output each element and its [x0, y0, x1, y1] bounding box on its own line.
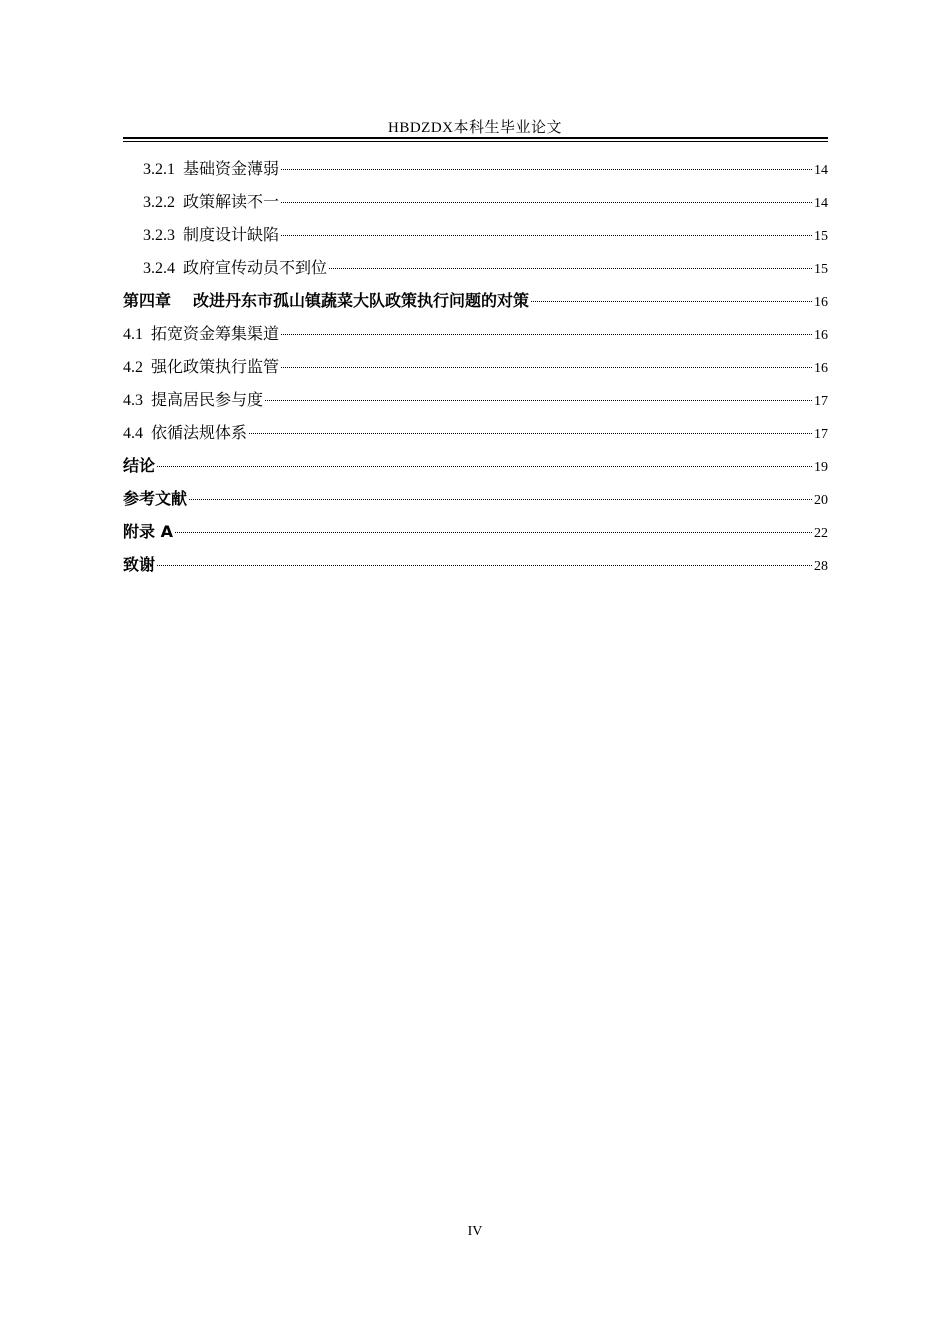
toc-entry-title: 结论 — [123, 456, 156, 475]
toc-entry-page: 19 — [814, 460, 828, 475]
toc-entry-title: 政府宣传动员不到位 — [183, 260, 328, 277]
toc-entry-page: 14 — [814, 196, 828, 211]
toc-entry-page: 16 — [814, 361, 828, 376]
toc-dot-leader — [265, 400, 812, 401]
toc-entry-references[interactable] — [123, 486, 828, 519]
toc-entry-title: 依循法规体系 — [151, 425, 248, 442]
toc-entry-title: 参考文献 — [123, 489, 188, 508]
toc-entry-page: 22 — [814, 526, 828, 541]
toc-dot-leader — [281, 202, 812, 203]
header-rule-thick — [123, 137, 828, 139]
toc-entry-number: 4.2 — [123, 359, 143, 376]
toc-dot-leader — [189, 499, 812, 500]
toc-entry[interactable] — [123, 420, 828, 453]
toc-entry[interactable] — [123, 321, 828, 354]
toc-dot-leader — [249, 433, 812, 434]
toc-entry-number: 4.1 — [123, 326, 143, 343]
toc-entry-title: 拓宽资金筹集渠道 — [151, 326, 280, 343]
toc-entry-chapter[interactable] — [123, 288, 828, 321]
toc-entry-number: 4.4 — [123, 425, 143, 442]
toc-entry-conclusion[interactable] — [123, 453, 828, 486]
toc-entry-acknowledgements[interactable] — [123, 552, 828, 585]
toc-dot-leader — [531, 301, 812, 302]
toc-dot-leader — [175, 532, 812, 533]
toc-dot-leader — [281, 367, 812, 368]
toc-entry-page: 15 — [814, 262, 828, 277]
toc-entry-page: 14 — [814, 163, 828, 178]
table-of-contents — [123, 156, 828, 585]
toc-entry-page: 15 — [814, 229, 828, 244]
toc-entry-page: 20 — [814, 493, 828, 508]
toc-entry[interactable] — [123, 354, 828, 387]
toc-entry[interactable] — [123, 387, 828, 420]
toc-entry-number: 3.2.3 — [143, 227, 175, 244]
toc-entry-page: 17 — [814, 394, 828, 409]
toc-entry-number: 3.2.2 — [143, 194, 175, 211]
toc-dot-leader — [329, 268, 812, 269]
toc-entry-title: 基础资金薄弱 — [183, 161, 280, 178]
toc-entry[interactable] — [123, 222, 828, 255]
toc-dot-leader — [281, 169, 812, 170]
toc-entry-page: 16 — [814, 295, 828, 310]
toc-entry-title: 改进丹东市孤山镇蔬菜大队政策执行问题的对策 — [193, 291, 530, 310]
toc-dot-leader — [281, 334, 812, 335]
toc-entry-number: 第四章 — [123, 291, 172, 310]
toc-entry-number: 3.2.4 — [143, 260, 175, 277]
toc-dot-leader — [157, 565, 812, 566]
header-rule-thin — [123, 141, 828, 142]
toc-entry-page: 17 — [814, 427, 828, 442]
toc-entry-title: 附录 A — [123, 522, 173, 541]
toc-dot-leader — [281, 235, 812, 236]
toc-entry-title: 提高居民参与度 — [151, 392, 264, 409]
toc-entry[interactable] — [123, 255, 828, 288]
toc-entry-title: 强化政策执行监管 — [151, 359, 280, 376]
toc-entry-page: 28 — [814, 559, 828, 574]
running-header-title: HBDZDX本科生毕业论文 — [388, 120, 562, 136]
toc-entry-page: 16 — [814, 328, 828, 343]
toc-dot-leader — [157, 466, 812, 467]
toc-entry-title: 致谢 — [123, 555, 156, 574]
toc-entry-appendix[interactable] — [123, 519, 828, 552]
toc-entry-title: 制度设计缺陷 — [183, 227, 280, 244]
toc-entry[interactable] — [123, 156, 828, 189]
page-number: IV — [467, 1224, 483, 1239]
toc-entry-number: 3.2.1 — [143, 161, 175, 178]
toc-entry-number: 4.3 — [123, 392, 143, 409]
toc-entry[interactable] — [123, 189, 828, 222]
toc-entry-title: 政策解读不一 — [183, 194, 280, 211]
